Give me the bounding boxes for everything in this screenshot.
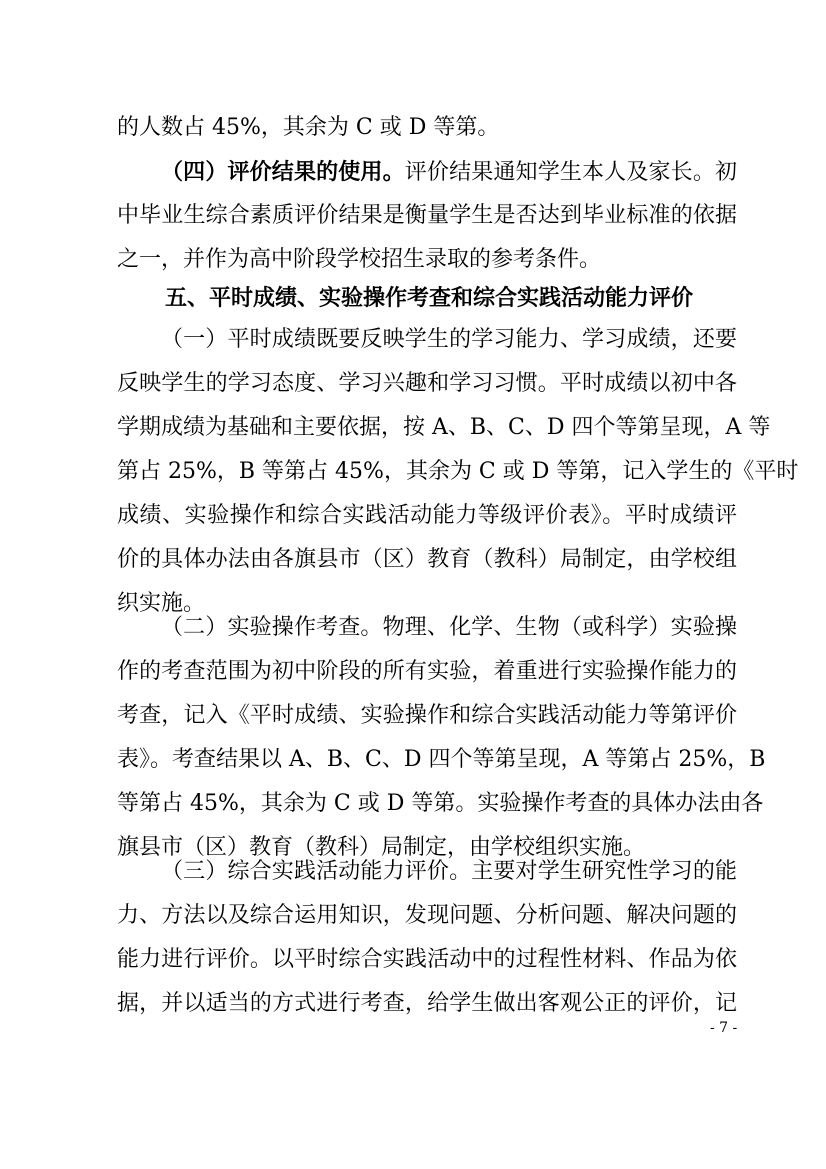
text-line: 织实施。	[117, 591, 206, 616]
text-line: （二）实验操作考查。物理、化学、生物（或科学）实验操	[161, 615, 737, 640]
page-number: - 7 -	[710, 1020, 738, 1036]
text-line: 作的考查范围为初中阶段的所有实验，着重进行实验操作能力的	[117, 659, 737, 684]
text-line: 之一，并作为高中阶段学校招生录取的参考条件。	[117, 247, 602, 272]
section-four-lead: （四）评价结果的使用。	[161, 159, 405, 185]
text-line: 据，并以适当的方式进行考查，给学生做出客观公正的评价，记	[117, 991, 737, 1016]
text-line: 中毕业生综合素质评价结果是衡量学生是否达到毕业标准的依据	[117, 203, 737, 228]
text-line: 力、方法以及综合运用知识，发现问题、分析问题、解决问题的	[117, 903, 737, 928]
text-line: 反映学生的学习态度、学习兴趣和学习习惯。平时成绩以初中各	[117, 371, 737, 396]
text-line: 价的具体办法由各旗县市（区）教育（教科）局制定，由学校组	[117, 547, 737, 572]
text-line: 等第占 45%，其余为 C 或 D 等第。实验操作考查的具体办法由各	[117, 791, 764, 816]
text-line: （三）综合实践活动能力评价。主要对学生研究性学习的能	[161, 859, 737, 884]
text-line: 成绩、实验操作和综合实践活动能力等级评价表》。平时成绩评	[117, 503, 737, 528]
text-line: 第占 25%，B 等第占 45%，其余为 C 或 D 等第，记入学生的《平时	[117, 459, 799, 484]
section-five-heading: 五、平时成绩、实验操作考查和综合实践活动能力评价	[165, 285, 694, 311]
section-four-first-line	[161, 152, 737, 192]
section-four-text: 评价结果通知学生本人及家长。初	[404, 160, 737, 185]
text-line: 考查，记入《平时成绩、实验操作和综合实践活动能力等第评价	[117, 703, 737, 728]
text-line: 表》。考查结果以 A、B、C、D 四个等第呈现，A 等第占 25%，B	[117, 747, 766, 772]
text-line: 能力进行评价。以平时综合实践活动中的过程性材料、作品为依	[117, 947, 737, 972]
text-line: 学期成绩为基础和主要依据，按 A、B、C、D 四个等第呈现，A 等	[117, 415, 771, 440]
text-line: 的人数占 45%，其余为 C 或 D 等第。	[117, 115, 500, 140]
text-line: 旗县市（区）教育（教科）局制定，由学校组织实施。	[117, 835, 646, 860]
text-line: （一）平时成绩既要反映学生的学习能力、学习成绩，还要	[161, 327, 737, 352]
